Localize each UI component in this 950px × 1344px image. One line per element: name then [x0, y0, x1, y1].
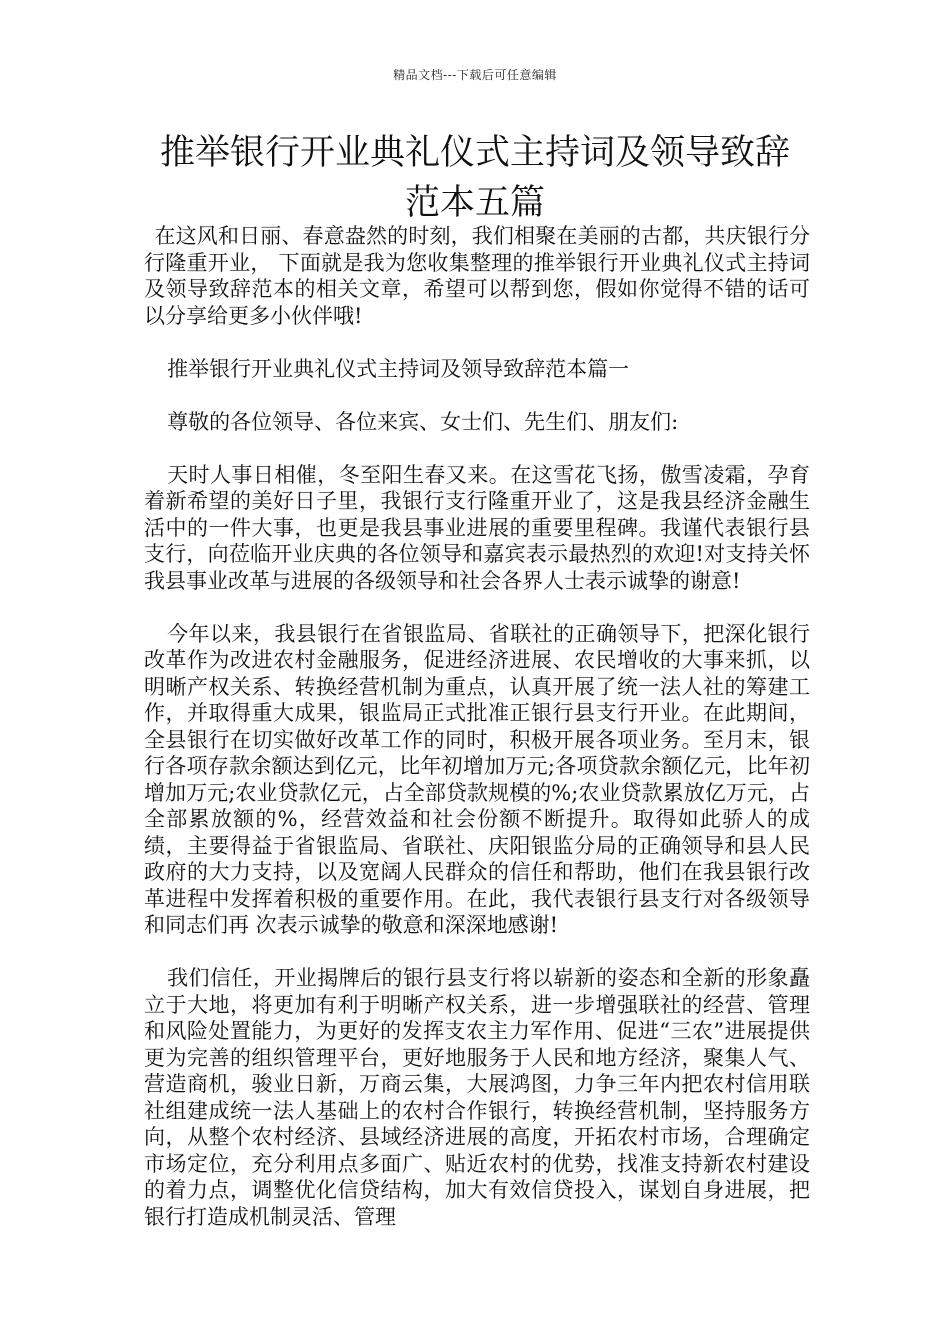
intro-paragraph: 在这风和日丽、春意盎然的时刻，我们相聚在美丽的古都，共庆银行分行隆重开业， 下面就是我为您收集整理的推举银行开业典礼仪式主持词及领导致辞范本的相关文章，希望可以帮到您，假如你觉得不错的话可以分享给更多小伙伴哦! [144, 224, 810, 328]
body-paragraph: 我们信任，开业揭牌后的银行县支行将以崭新的姿态和全新的形象矗立于大地，将更加有利于明晰产权关系，进一步增强联社的经营、管理和风险处置能力，为更好的发挥支农主力军作用、促进“三农”进展提供更为完善的组织管理平台，更好地服务于人民和地方经济，聚集人气、营造商机，骏业日新，万商云集，大展鸿图，力争三年内把农村信用联社组建成统一法人基础上的农村合作银行，转换经营机制，坚持服务方向，从整个农村经济、县域经济进展的高度，开拓农村市场，合理确定市场定位，充分利用点多面广、贴近农村的优势，找准支持新农村建设的着力点，调整优化信贷结构，加大有效信贷投入，谋划自身进展，把银行打造成机制灵活、管理 [144, 966, 810, 1229]
salutation: 尊敬的各位领导、各位来宾、女士们、先生们、朋友们: [167, 409, 679, 434]
section-heading: 推举银行开业典礼仪式主持词及领导致辞范本篇一 [167, 356, 630, 381]
document-title: 推举银行开业典礼仪式主持词及领导致辞范本五篇 [159, 133, 790, 223]
body-paragraph: 今年以来，我县银行在省银监局、省联社的正确领导下，把深化银行改革作为改进农村金融服务，促进经济进展、农民增收的大事来抓，以明晰产权关系、转换经营机制为重点，认真开展了统一法人社的筹建工作，并取得重大成果，银监局正式批准正银行县支行开业。在此期间，全县银行在切实做好改革工作的同时，积极开展各项业务。至月末，银行各项存款余额达到亿元，比年初增加万元;各项贷款余额亿元，比年初增加万元;农业贷款亿元，占全部贷款规模的%;农业贷款累放亿万元，占全部累放额的%，经营效益和社会份额不断提升。取得如此骄人的成绩，主要得益于省银监局、省联社、庆阳银监分局的正确领导和县人民政府的大力支持，以及宽阔人民群众的信任和帮助，他们在我县银行改革进程中发挥着积极的重要作用。在此，我代表银行县支行对各级领导和同志们再 次表示诚挚的敬意和深深地感谢! [144, 621, 810, 937]
header-note: 精品文档---下载后可任意编辑 [393, 68, 557, 82]
document-body [144, 223, 810, 1257]
body-paragraph: 天时人事日相催，冬至阳生春又来。在这雪花飞扬，傲雪凌霜，孕育着新希望的美好日子里，我银行支行隆重开业了，这是我县经济金融生活中的一件大事，也更是我县事业进展的重要里程碑。我谨代表银行县支行，向莅临开业庆典的各位领导和嘉宾表示最热烈的欢迎!对支持关怀我县事业改革与进展的各级领导和社会各界人士表示诚挚的谢意! [144, 462, 810, 593]
